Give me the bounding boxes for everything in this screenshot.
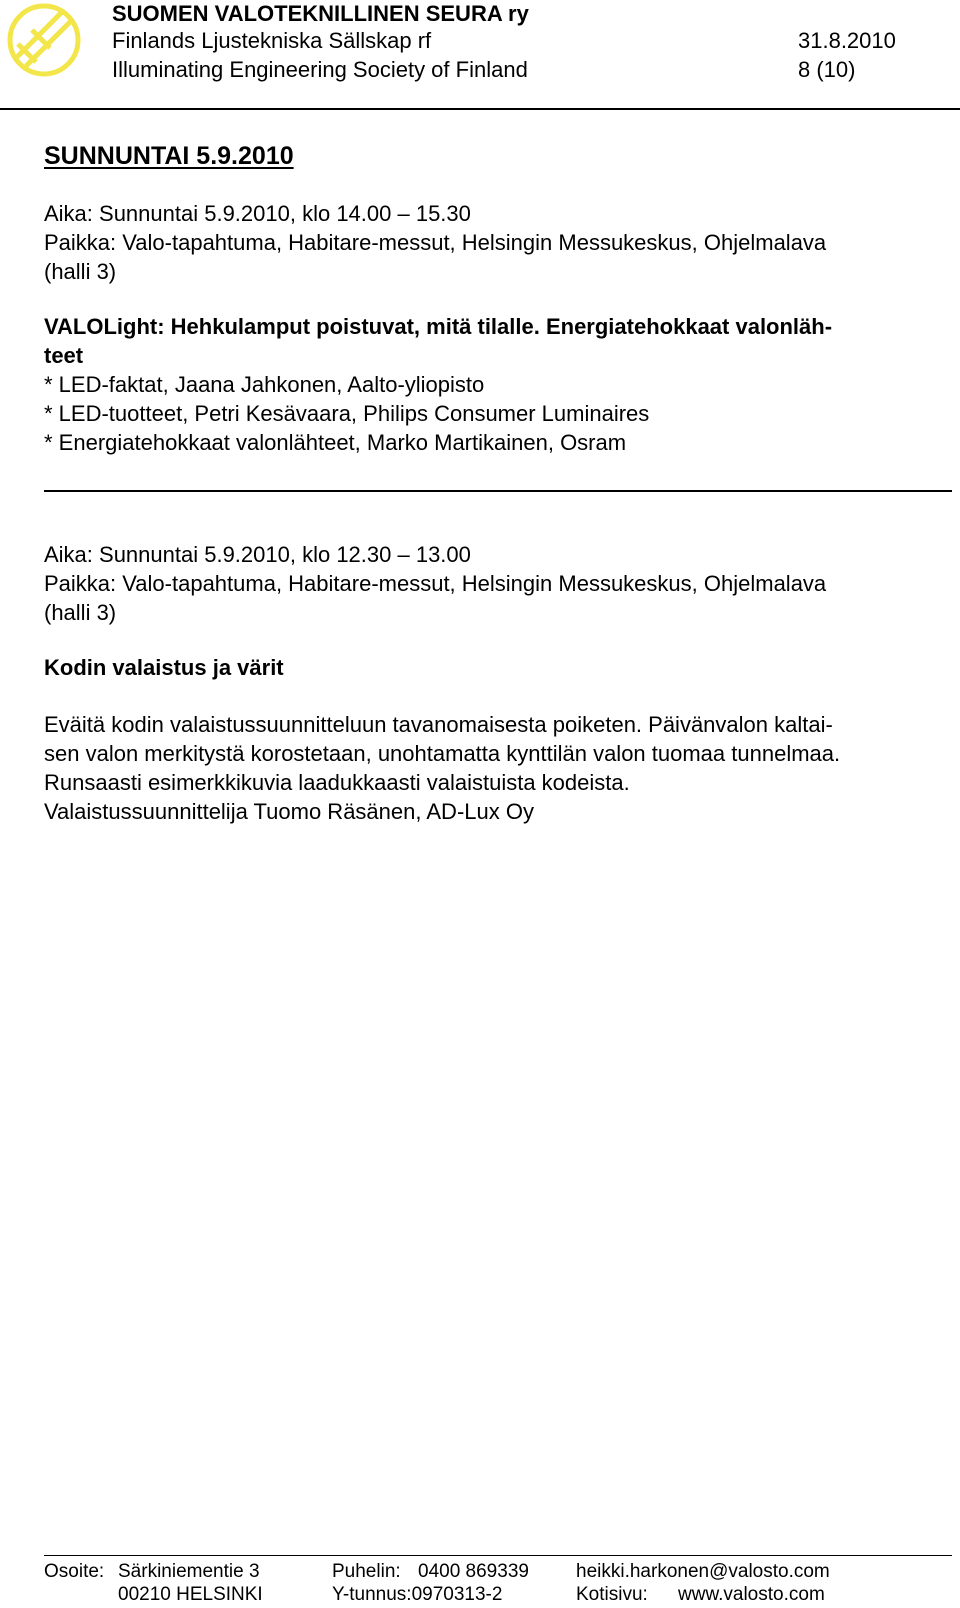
event2-place-line2: (halli 3) [44,600,117,625]
society-logo-icon [4,0,84,80]
event1-title-line1: VALOLight: Hehkulamput poistuvat, mitä tilalle. Energiatehokkaat valonläh- [44,314,833,339]
footer-phone-label: Puhelin: [332,1561,401,1582]
section-divider [44,490,952,492]
event2-desc-line: sen valon merkitystä korostetaan, unohtamatta kynttilän valon tuomaa tunnelmaa. [44,741,841,766]
page-number: 8 (10) [798,57,856,82]
header-divider [0,108,960,110]
event2-time: Aika: Sunnuntai 5.9.2010, klo 12.30 – 13.00 [44,542,471,567]
footer-email[interactable]: heikki.harkonen@valosto.com [576,1561,830,1582]
org-name: SUOMEN VALOTEKNILLINEN SEURA ry [112,1,529,26]
event2-desc-line: Valaistussuunnittelija Tuomo Räsänen, AD-Lux Oy [44,799,534,824]
event1-place-line1: Paikka: Valo-tapahtuma, Habitare-messut, Helsingin Messukeskus, Ohjelmalava [44,230,827,255]
event2-title: Kodin valaistus ja värit [44,655,284,680]
footer-homepage-label: Kotisivu: [576,1584,648,1605]
org-name-sv: Finlands Ljustekniska Sällskap rf [112,28,432,53]
event1-time: Aika: Sunnuntai 5.9.2010, klo 14.00 – 15.30 [44,201,471,226]
event1-item: * LED-tuotteet, Petri Kesävaara, Philips Consumer Luminaires [44,401,650,426]
event2-desc-line: Eväitä kodin valaistussuunnitteluun tavanomaisesta poiketen. Päivänvalon kaltai- [44,712,833,737]
footer-address-label: Osoite: [44,1561,105,1582]
footer-address-line2: 00210 HELSINKI [118,1584,263,1605]
event1-item: * Energiatehokkaat valonlähteet, Marko Martikainen, Osram [44,430,627,455]
footer-divider [44,1555,952,1556]
footer-address-line1: Särkiniementie 3 [118,1561,260,1582]
event2-desc-line: Runsaasti esimerkkikuvia laadukkaasti valaistuista kodeista. [44,770,630,795]
event1-title-line2: teet [44,343,84,368]
footer-homepage[interactable]: www.valosto.com [678,1584,825,1605]
document-date: 31.8.2010 [798,28,896,53]
event1-item: * LED-faktat, Jaana Jahkonen, Aalto-yliopisto [44,372,485,397]
event2-place-line1: Paikka: Valo-tapahtuma, Habitare-messut, Helsingin Messukeskus, Ohjelmalava [44,571,827,596]
event1-place-line2: (halli 3) [44,259,117,284]
footer-phone: 0400 869339 [418,1561,529,1582]
section-title: SUNNUNTAI 5.9.2010 [44,142,294,170]
footer-business-id: Y-tunnus:0970313-2 [332,1584,503,1605]
org-name-en: Illuminating Engineering Society of Finland [112,57,528,82]
